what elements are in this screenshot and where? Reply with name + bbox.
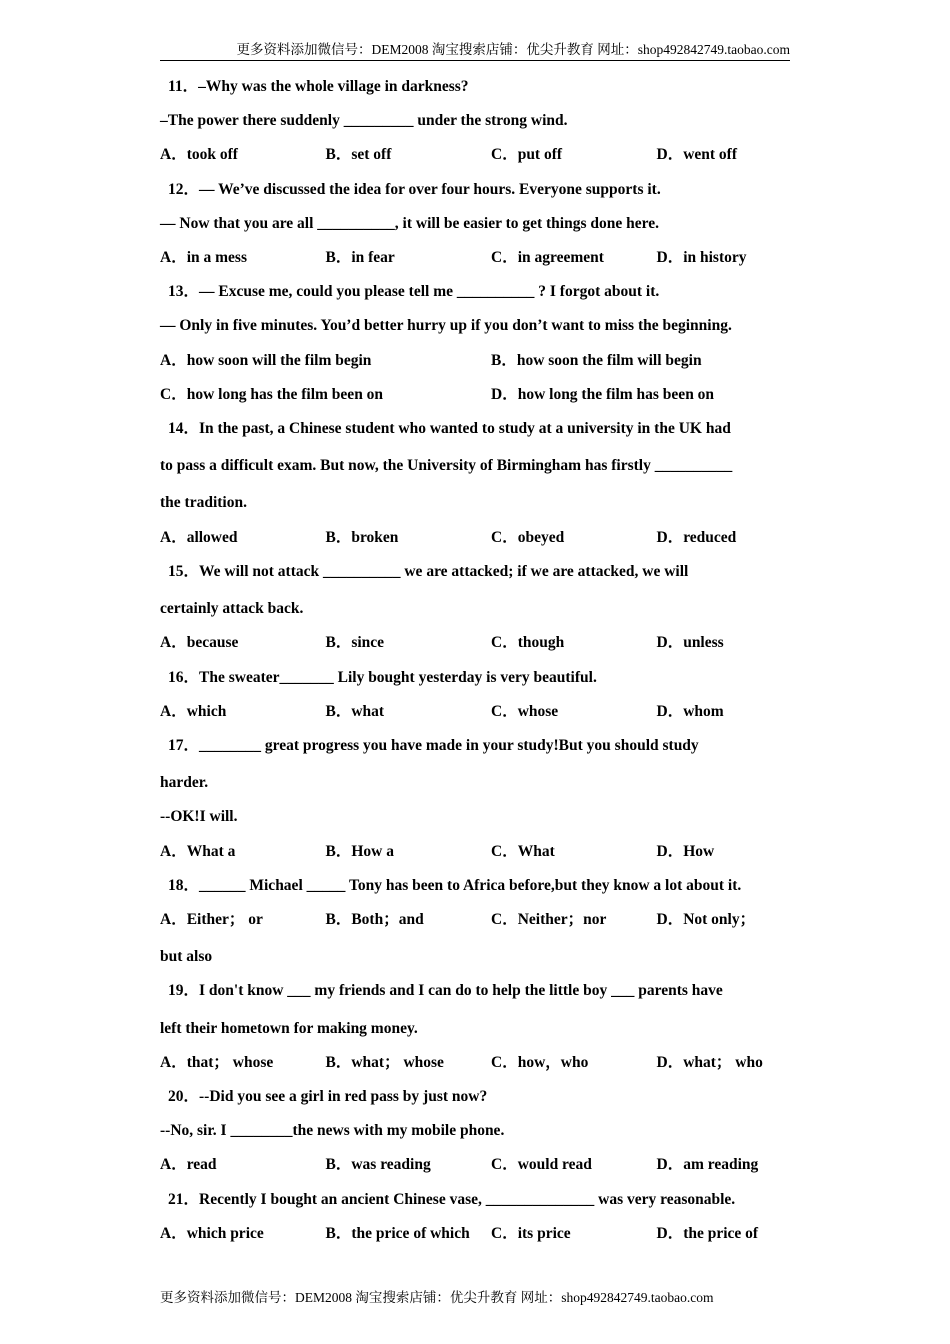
option-b: B．since (325, 634, 385, 652)
question-list (160, 74, 800, 1255)
option-d: D．am reading (656, 1156, 759, 1174)
option-a: A．read (160, 1156, 217, 1174)
question-16-options (160, 699, 800, 733)
option-b: B．broken (325, 528, 399, 546)
option-a: A．Either； or (160, 910, 263, 928)
option-d: D．Not only； (656, 910, 756, 928)
option-a: A．how soon will the film begin (160, 351, 372, 369)
option-c: C．its price (491, 1224, 571, 1242)
option-a: A．allowed (160, 528, 238, 546)
option-a: A．that； whose (160, 1053, 274, 1071)
option-d: D．what； who (656, 1053, 763, 1071)
option-c: C．Neither；nor (491, 910, 607, 928)
option-d: D．how long the film has been on (491, 385, 715, 403)
option-d: D．whom (656, 702, 724, 720)
question-14-options (160, 525, 800, 559)
question-18-options (160, 907, 800, 944)
question-11-line-1: 11．–Why was the whole village in darkness? (168, 78, 469, 95)
question-20-options (160, 1152, 800, 1186)
option-b: B．Both；and (325, 910, 424, 928)
question-17-line-2: harder. (160, 774, 209, 792)
option-c: C．obeyed (491, 528, 565, 546)
question-21-options (160, 1221, 800, 1255)
question-11-line-2: –The power there suddenly _________ under the strong wind. (160, 112, 568, 130)
question-15-options (160, 630, 800, 664)
question-17-options (160, 839, 800, 873)
question-16-line-1: 16．The sweater_______ Lily bought yesterday is very beautiful. (168, 668, 597, 686)
option-c: C．What (491, 842, 555, 860)
option-c: C．in agreement (491, 248, 604, 266)
option-c: C．how，who (491, 1053, 589, 1071)
option-b: B．in fear (325, 248, 395, 266)
option-b: B．what； whose (325, 1053, 444, 1071)
option-a: A．What a (160, 842, 236, 860)
page-header: 更多资料添加微信号：DEM2008 淘宝搜索店铺：优尖升教育 网址：shop492842749.taobao.com (160, 38, 790, 61)
question-11-options (160, 142, 800, 176)
option-a: A．in a mess (160, 248, 247, 266)
option-d: D．went off (656, 146, 737, 164)
option-c: C．how long has the film been on (160, 385, 384, 403)
question-19-line-2: left their hometown for making money. (160, 1019, 418, 1037)
option-c: C．would read (491, 1156, 592, 1174)
option-b: B．what (325, 702, 385, 720)
question-12-line-1: 12．— We’ve discussed the idea for over four hours. Everyone supports it. (168, 180, 661, 198)
option-b: B．the price of which (325, 1224, 470, 1242)
question-12-line-2: — Now that you are all __________, it will be easier to get things done here. (160, 214, 659, 232)
option-d: D．How (656, 842, 715, 860)
question-20-line-1: 20．--Did you see a girl in red pass by just now? (168, 1088, 488, 1106)
question-13-options-row-1 (160, 348, 800, 382)
question-14-line-1: 14．In the past, a Chinese student who wanted to study at a university in the UK had (168, 419, 731, 437)
page-footer: 更多资料添加微信号：DEM2008 淘宝搜索店铺：优尖升教育 网址：shop492842749.taobao.com (160, 1290, 714, 1305)
option-d: D．unless (656, 634, 724, 652)
question-15-line-2: certainly attack back. (160, 600, 304, 618)
question-14-line-2: to pass a difficult exam. But now, the University of Birmingham has firstly __________ (160, 457, 733, 475)
question-14-line-3: the tradition. (160, 494, 247, 512)
option-d: D．the price of (656, 1224, 759, 1242)
question-12-options (160, 245, 800, 279)
question-17-line-1: 17．________ great progress you have made in your study!But you should study (168, 736, 699, 754)
question-19-line-1: 19．I don't know ___ my friends and I can do to help the little boy ___ parents have (168, 982, 723, 1000)
option-b: B．How a (325, 842, 394, 860)
question-19-options (160, 1050, 800, 1084)
option-b: B．set off (325, 146, 392, 164)
option-c: C．put off (491, 146, 563, 164)
question-21-line-1: 21．Recently I bought an ancient Chinese vase, ______________ was very reasonable. (168, 1190, 736, 1208)
option-d: D．in history (656, 248, 747, 266)
question-13-line-1: 13．— Excuse me, could you please tell me __________ ? I forgot about it. (168, 283, 660, 301)
question-18-option-d-continued: but also (160, 948, 213, 966)
question-17-line-3: --OK!I will. (160, 808, 238, 826)
option-a: A．because (160, 634, 239, 652)
question-20-line-2: --No, sir. I ________the news with my mobile phone. (160, 1122, 505, 1140)
option-a: A．which price (160, 1224, 264, 1242)
option-b: B．was reading (325, 1156, 431, 1174)
question-15-line-1: 15．We will not attack __________ we are attacked; if we are attacked, we will (168, 562, 689, 580)
option-a: A．which (160, 702, 227, 720)
option-d: D．reduced (656, 528, 737, 546)
question-13-options-row-2 (160, 382, 800, 416)
option-c: C．whose (491, 702, 559, 720)
option-c: C．though (491, 634, 565, 652)
question-13-line-2: — Only in five minutes. You’d better hurry up if you don’t want to miss the beginning. (160, 317, 732, 335)
option-b: B．how soon the film will begin (491, 351, 702, 369)
question-18-line-1: 18．______ Michael _____ Tony has been to Africa before,but they know a lot about it. (168, 876, 742, 894)
option-a: A．took off (160, 146, 238, 164)
